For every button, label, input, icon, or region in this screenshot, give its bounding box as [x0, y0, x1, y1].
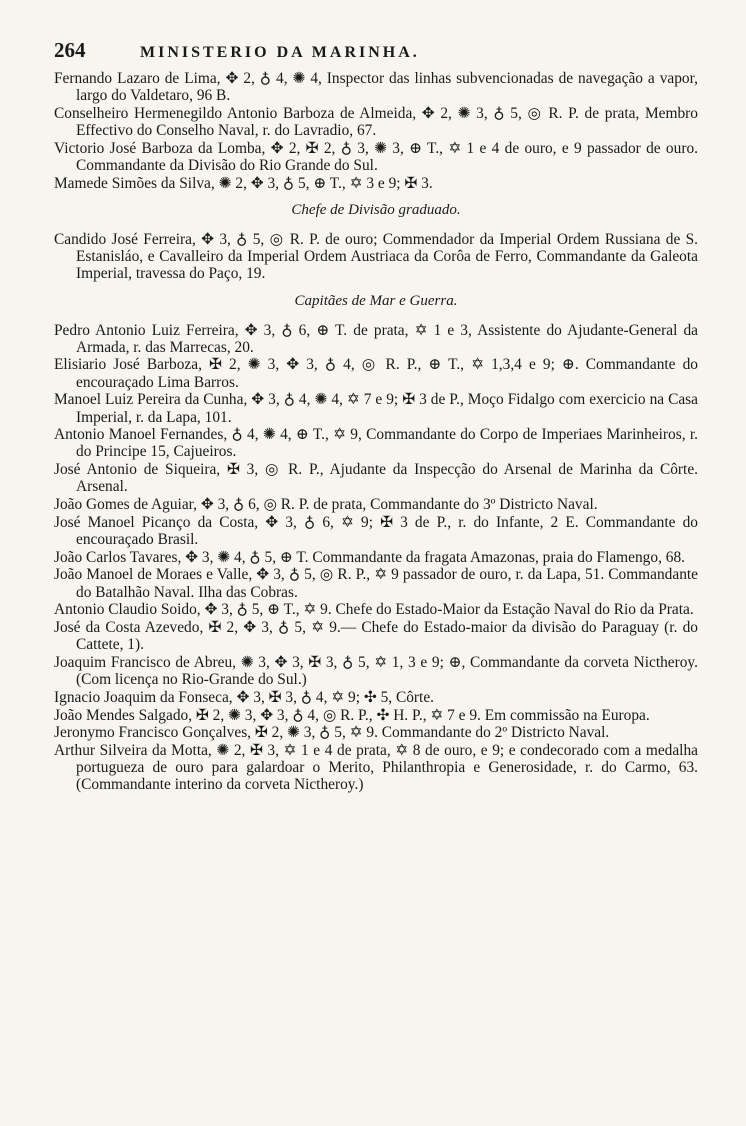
officer-name: Antonio Claudio Soido, — [54, 601, 201, 619]
officer-entry — [54, 654, 698, 688]
document-section — [54, 70, 698, 192]
officer-details: ✥ 3, ♁ 6, ✡ 9; ✠ 3 de P., r. do Infante, 2 E. Commandante do encouraçado Brasil. — [76, 513, 698, 548]
officer-name: João Carlos Tavares, — [54, 548, 182, 566]
officer-name: Conselheiro Hermenegildo Antonio Barboza de Almeida, — [54, 104, 417, 122]
officer-name: Arthur Silveira da Motta, — [54, 741, 212, 759]
officer-entry — [54, 70, 698, 104]
officer-name: João Manoel de Moraes e Valle, — [54, 566, 253, 584]
officer-name: Antonio Manoel Fernandes, — [54, 426, 228, 444]
page-number: 264 — [54, 38, 86, 62]
officer-entry — [54, 601, 698, 618]
officer-details: ♁ 4, ✺ 4, ⊕ T., ✡ 9, Commandante do Corpo de Imperiaes Marinheiros, r. do Principe 15, Cajueiros. — [76, 426, 698, 461]
officer-details: ✥ 3, ♁ 5, ◎ R. P., ✡ 9 passador de ouro, r. da Lapa, 51. Commandante do Batalhão Naval. Ilha das Cobras. — [76, 566, 698, 601]
officer-details: ✥ 3, ♁ 5, ⊕ T., ✡ 9. Chefe do Estado-Maior da Estação Naval do Rio da Prata. — [200, 601, 694, 619]
officer-entry — [54, 105, 698, 139]
officer-entry — [54, 322, 698, 356]
officer-details: ✥ 3, ♁ 5, ◎ R. P. de ouro; Commendador da Imperial Ordem Russiana de S. Estanisláo, e Cavalleiro da Imperial Ordem Austriaca da Corôa de Ferro, Commandante da Galeota Imperial, travessa do Paço, 19. — [76, 230, 698, 283]
officer-entry — [54, 496, 698, 513]
officer-entry — [54, 566, 698, 600]
officer-name: Candido José Ferreira, — [54, 230, 196, 248]
officer-name: Joaquim Francisco de Abreu, — [54, 653, 237, 671]
officer-entry — [54, 689, 698, 706]
officer-name: Manoel Luiz Pereira da Cunha, — [54, 391, 248, 409]
officer-name: José da Costa Azevedo, — [54, 618, 204, 636]
document-body — [54, 70, 698, 794]
officer-details: ✠ 3, ◎ R. P., Ajudante da Inspecção do Arsenal de Marinha da Côrte. Arsenal. — [76, 461, 698, 496]
officer-entry — [54, 461, 698, 495]
officer-entry — [54, 140, 698, 174]
officer-entry — [54, 707, 698, 724]
officer-name: João Gomes de Aguiar, — [54, 496, 198, 514]
officer-details: ✥ 3, ✺ 4, ♁ 5, ⊕ T. Commandante da fragata Amazonas, praia do Flamengo, 68. — [181, 548, 686, 566]
officer-details: ✠ 2, ✥ 3, ♁ 5, ✡ 9.— Chefe do Estado-maior da divisão do Paraguay (r. do Cattete, 1). — [76, 618, 698, 654]
officer-details: ✺ 3, ✥ 3, ✠ 3, ♁ 5, ✡ 1, 3 e 9; ⊕, Commandante da corveta Nictheroy. (Com licença no Rio-Grande do Sul.) — [76, 653, 698, 689]
officer-entry — [54, 426, 698, 460]
officer-details: ✠ 2, ✺ 3, ♁ 5, ✡ 9. Commandante do 2º Districto Naval. — [251, 724, 610, 742]
officer-entry — [54, 549, 698, 566]
officer-name: Elisiario José Barboza, — [54, 356, 202, 374]
document-section — [54, 202, 698, 283]
officer-entry — [54, 724, 698, 741]
officer-entry — [54, 356, 698, 390]
officer-details: ✥ 2, ♁ 4, ✺ 4, Inspector das linhas subvencionadas de navegação a vapor, largo do Valdetaro, 96 B. — [76, 70, 698, 105]
officer-details: ✺ 2, ✥ 3, ♁ 5, ⊕ T., ✡ 3 e 9; ✠ 3. — [214, 174, 433, 192]
officer-name: João Mendes Salgado, — [54, 706, 193, 724]
officer-entry — [54, 391, 698, 425]
officer-name: Mamede Simões da Silva, — [54, 174, 215, 192]
officer-details: ✥ 3, ♁ 4, ✺ 4, ✡ 7 e 9; ✠ 3 de P., Moço Fidalgo com exercicio na Casa Imperial, r. da Lapa, 101. — [76, 391, 698, 426]
officer-entry — [54, 231, 698, 283]
officer-entry — [54, 619, 698, 653]
officer-details: ✥ 2, ✠ 2, ♁ 3, ✺ 3, ⊕ T., ✡ 1 e 4 de ouro, e 9 passador de ouro. Commandante da Divisão do Rio Grande do Sul. — [76, 139, 698, 175]
page-header — [54, 38, 698, 64]
officer-details: ✠ 2, ✺ 3, ✥ 3, ♁ 4, ◎ R. P., ✣ H. P., ✡ 7 e 9. Em commissão na Europa. — [192, 706, 650, 724]
officer-name: Jeronymo Francisco Gonçalves, — [54, 724, 252, 742]
officer-name: Victorio José Barboza da Lomba, — [54, 139, 266, 157]
section-title: Chefe de Divisão graduado. — [291, 201, 461, 218]
officer-entry — [54, 175, 698, 192]
officer-name: Pedro Antonio Luiz Ferreira, — [54, 321, 239, 339]
officer-details: ✺ 2, ✠ 3, ✡ 1 e 4 de prata, ✡ 8 de ouro, e 9; e condecorado com a medalha portugueza de ouro para galardoar o Merito, Philanthropia e Generosidade, r. do Carmo, 63. (Commandante interino da corveta Nictheroy.) — [76, 741, 698, 794]
running-head: MINISTERIO DA MARINHA. — [140, 44, 420, 61]
officer-name: José Antonio de Siqueira, — [54, 461, 221, 479]
officer-details: ✥ 3, ♁ 6, ◎ R. P. de prata, Commandante do 3º Districto Naval. — [197, 496, 598, 514]
officer-name: Ignacio Joaquim da Fonseca, — [54, 688, 233, 706]
officer-entry — [54, 742, 698, 794]
officer-details: ✥ 3, ✠ 3, ♁ 4, ✡ 9; ✣ 5, Côrte. — [232, 688, 434, 706]
section-title: Capitães de Mar e Guerra. — [294, 292, 458, 309]
officer-details: ✥ 2, ✺ 3, ♁ 5, ◎ R. P. de prata, Membro Effectivo do Conselho Naval, r. do Lavradio, 67. — [76, 104, 698, 140]
officer-details: ✠ 2, ✺ 3, ✥ 3, ♁ 4, ◎ R. P., ⊕ T., ✡ 1,3,4 e 9; ⊕. Commandante do encouraçado Lima Barros. — [76, 356, 698, 391]
officer-details: ✥ 3, ♁ 6, ⊕ T. de prata, ✡ 1 e 3, Assistente do Ajudante-General da Armada, r. das Marrecas, 20. — [76, 321, 698, 356]
officer-name: Fernando Lazaro de Lima, — [54, 70, 221, 87]
document-section — [54, 293, 698, 794]
officer-entry — [54, 514, 698, 548]
officer-name: José Manoel Picanço da Costa, — [54, 513, 259, 531]
